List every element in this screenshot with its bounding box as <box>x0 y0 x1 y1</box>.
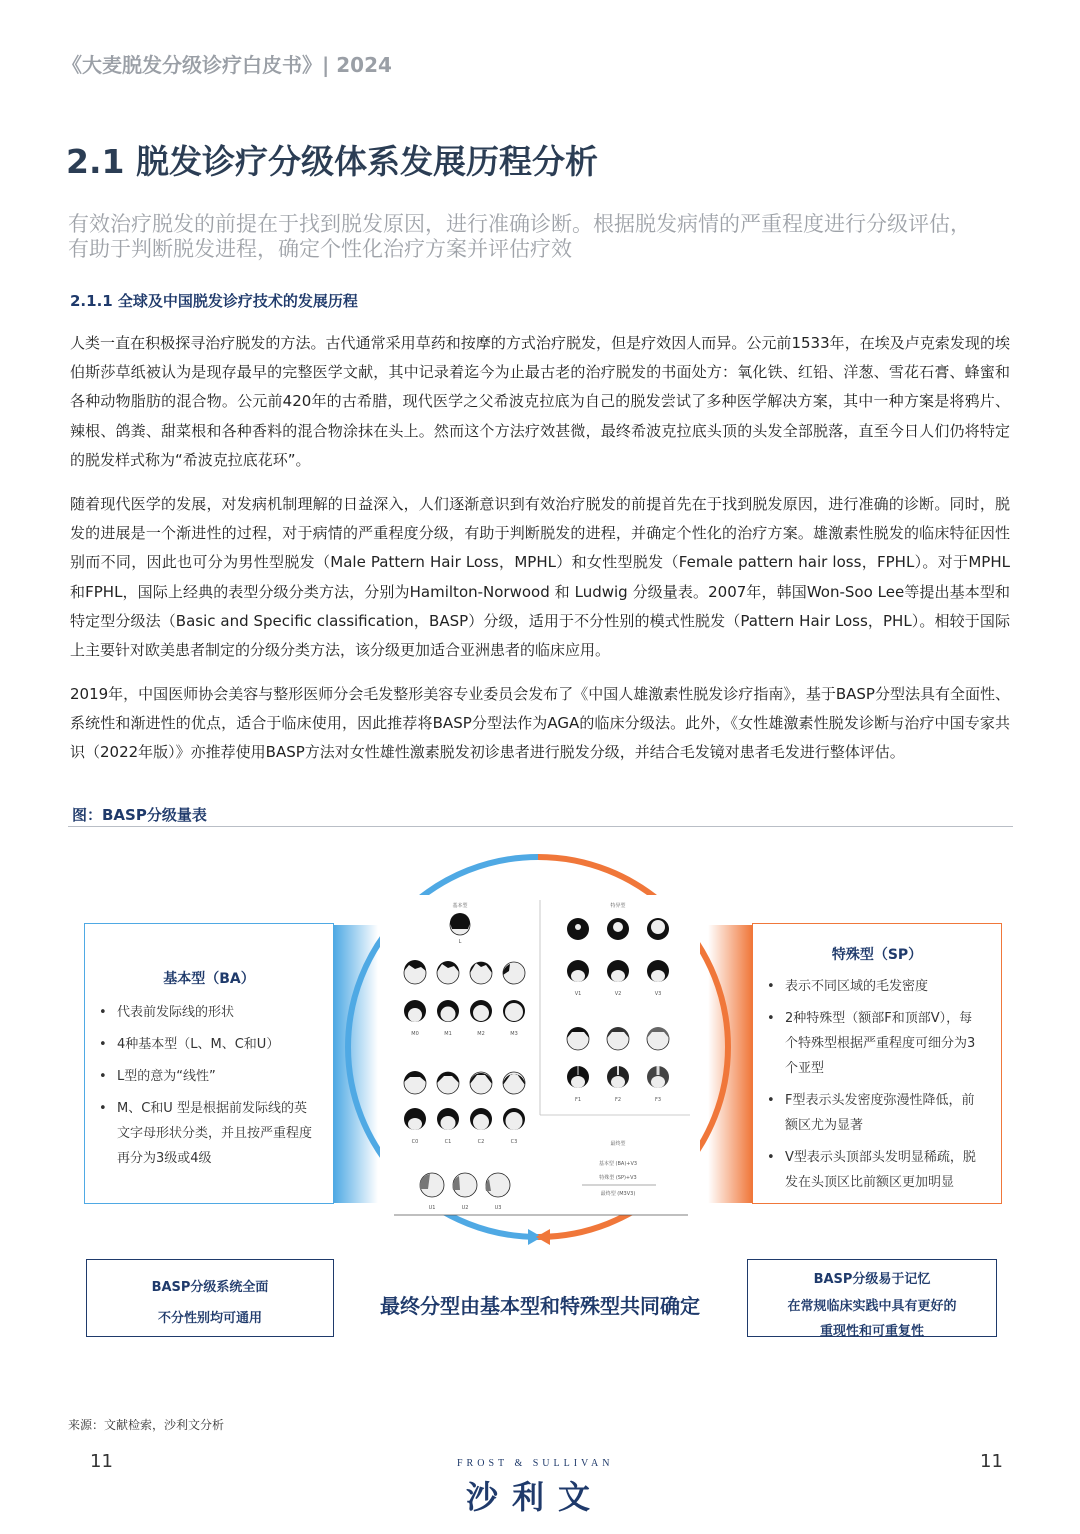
label-c1: C1 <box>444 1139 452 1145</box>
heads-row-f-front <box>567 1066 669 1088</box>
document-header-title: 《大麦脱发分级诊疗白皮书》| 2024 <box>62 53 392 77</box>
basic-type-box <box>84 923 334 1204</box>
label-u3: U3 <box>494 1205 502 1211</box>
specific-type-title: 特殊型（SP） <box>831 947 923 963</box>
specific-type-item: • V型表示头顶部头发明显稀疏，脱发在头顶区比前额区更加明显 <box>753 1145 985 1195</box>
formula-line-2: 特殊型 (SP)+V3 <box>599 1175 637 1181</box>
bottom-right-line-2: 在常规临床实践中具有更好的 <box>787 1299 957 1314</box>
bottom-left-box <box>86 1259 334 1337</box>
label-m2: M2 <box>477 1031 485 1037</box>
formula-line-1: 基本型 (BA)+V3 <box>598 1161 638 1167</box>
figure-title: 图：BASP分级量表 <box>72 806 207 824</box>
label-f1: F1 <box>574 1097 582 1103</box>
paragraph-2: 随着现代医学的发展，对发病机制理解的日益深入，人们逐渐意识到有效治疗脱发的前提首先在于找到脱发原因，进行准确的诊断。同时，脱发的进展是一个渐进性的过程，对于病情的严重程度分级，有助于判断脱发的进程，并确定个性化的治疗方案。雄激素性脱发的临床特征因性别而不同，因此也可分为男性型脱发（Male Pattern Hair Loss，MPHL）和女性型脱发（Female pattern hair loss，FPHL）。对于MPHL和FPHL，国际上经典的表型分级分类方法，分别为Hamilton-Norwood 和 Ludwig 分级量表。2007年，韩国Won-Soo Lee等提出基本型和特定型分级法（Basic and Specific classification，BASP）分级，适用于不分性别的模式性脱发（Pattern Hair Loss，PHL）。相较于国际上主要针对欧美患者制定的分级分类方法，该分级更加适合亚洲患者的临床应用。 <box>70 495 1010 660</box>
paragraph-3: 2019年，中国医师协会美容与整形医师分会毛发整形美容专业委员会发布了《中国人雄激素性脱发诊疗指南》，基于BASP分型法具有全面性、系统性和渐进性的优点，适合于临床使用，因此推荐将BASP分型法作为AGA的临床分级法。此外，《女性雄激素性脱发诊断与治疗中国专家共识（2022年版）》亦推荐使用BASP方法对女性雄性激素脱发初诊患者进行脱发分级，并结合毛发镜对患者毛发进行整体评估。 <box>70 685 1010 762</box>
section-lead-line-2: 有助于判断脱发进程，确定个性化治疗方案并评估疗效 <box>68 237 572 261</box>
ba-connector <box>334 925 378 1203</box>
label-m1: M1 <box>444 1031 452 1037</box>
bottom-right-box <box>747 1259 997 1337</box>
page-number-right: 11 <box>980 1451 1003 1472</box>
formula-line-3: 最终型 (M3V3) <box>600 1191 636 1197</box>
figure-divider <box>68 826 1013 827</box>
label-v1: V1 <box>574 991 582 997</box>
source-note: 来源：文献检索，沙利文分析 <box>68 1418 225 1432</box>
bottom-right-line-1: BASP分级易于记忆 <box>813 1272 931 1287</box>
specific-type-box <box>752 923 1002 1204</box>
label-u2: U2 <box>461 1205 469 1211</box>
bottom-left-line-2: 不分性别均可通用 <box>157 1311 262 1326</box>
basic-type-list <box>85 1000 333 1171</box>
heads-row-v-top <box>567 918 669 940</box>
logo-english: FROST & SULLIVAN <box>457 1458 614 1469</box>
label-c3: C3 <box>510 1139 518 1145</box>
label-f2: F2 <box>614 1097 622 1103</box>
basic-type-item: • L型的意为“线性” <box>85 1064 317 1089</box>
head-l-icon <box>450 913 470 935</box>
page-number-left: 11 <box>90 1451 113 1472</box>
section-lead-line-1: 有效治疗脱发的前提在于找到脱发原因，进行准确诊断。根据脱发病情的严重程度进行分级评估， <box>68 212 971 236</box>
label-l: L <box>458 939 462 945</box>
sp-connector <box>708 925 752 1203</box>
subsection-title: 2.1.1 全球及中国脱发诊疗技术的发展历程 <box>70 292 358 310</box>
basic-type-item: • M、C和U 型是根据前发际线的英文字母形状分类，并且按严重程度再分为3级或4级 <box>85 1096 317 1171</box>
bottom-left-line-1: BASP分级系统全面 <box>151 1280 269 1295</box>
label-v2: V2 <box>614 991 622 997</box>
label-final: 最终型 <box>610 1141 626 1147</box>
basic-type-item: • 代表前发际线的形状 <box>85 1000 317 1025</box>
specific-type-item: • F型表示头发密度弥漫性降低，前额区尤为显著 <box>753 1088 985 1138</box>
label-c0: C0 <box>411 1139 419 1145</box>
section-lead <box>68 212 1018 262</box>
label-u1: U1 <box>428 1205 436 1211</box>
heads-row-v-front <box>567 960 669 982</box>
label-c2: C2 <box>477 1139 485 1145</box>
label-basic: 基本型 <box>452 903 468 909</box>
bottom-center-caption: 最终分型由基本型和特殊型共同确定 <box>380 1294 700 1318</box>
label-v3: V3 <box>654 991 662 997</box>
section-title: 2.1 脱发诊疗分级体系发展历程分析 <box>66 142 598 181</box>
paragraph-1: 人类一直在积极探寻治疗脱发的方法。古代通常采用草药和按摩的方式治疗脱发，但是疗效因人而异。公元前1533年，在埃及卢克索发现的埃伯斯莎草纸被认为是现存最早的完整医学文献，其中记录着迄今为止最古老的治疗脱发的书面处方：氧化铁、红铅、洋葱、雪花石膏、蜂蜜和各种动物脂肪的混合物。公元前420年的古希腊，现代医学之父希波克拉底为自己的脱发尝试了多种医学解决方案，其中一种方案是将鸦片、辣根、鸽粪、甜菜根和各种香料的混合物涂抹在头上。然而这个方法疗效甚微，最终希波克拉底头顶的头发全部脱落，直至今日人们仍将特定的脱发样式称为“希波克拉底花环”。 <box>70 334 1010 469</box>
basp-cycle-diagram <box>320 845 760 1265</box>
specific-type-item: • 表示不同区域的毛发密度 <box>753 974 985 999</box>
label-m3: M3 <box>510 1031 518 1037</box>
specific-type-list <box>753 974 1001 1195</box>
label-f3: F3 <box>654 1097 662 1103</box>
heads-row-u <box>420 1173 510 1197</box>
orange-arrowhead <box>536 1229 550 1245</box>
label-m0: M0 <box>411 1031 419 1037</box>
label-specific: 特异型 <box>610 903 626 909</box>
bottom-right-line-3: 重现性和可重复性 <box>819 1324 924 1339</box>
heads-row-f-top <box>567 1027 669 1050</box>
basic-type-title: 基本型（BA） <box>163 971 255 987</box>
basic-type-item: • 4种基本型（L、M、C和U） <box>85 1032 317 1057</box>
specific-type-item: • 2种特殊型（额部F和顶部V），每个特殊型根据严重程度可细分为3个亚型 <box>753 1006 985 1081</box>
logo-chinese: 沙利文 <box>466 1478 605 1516</box>
